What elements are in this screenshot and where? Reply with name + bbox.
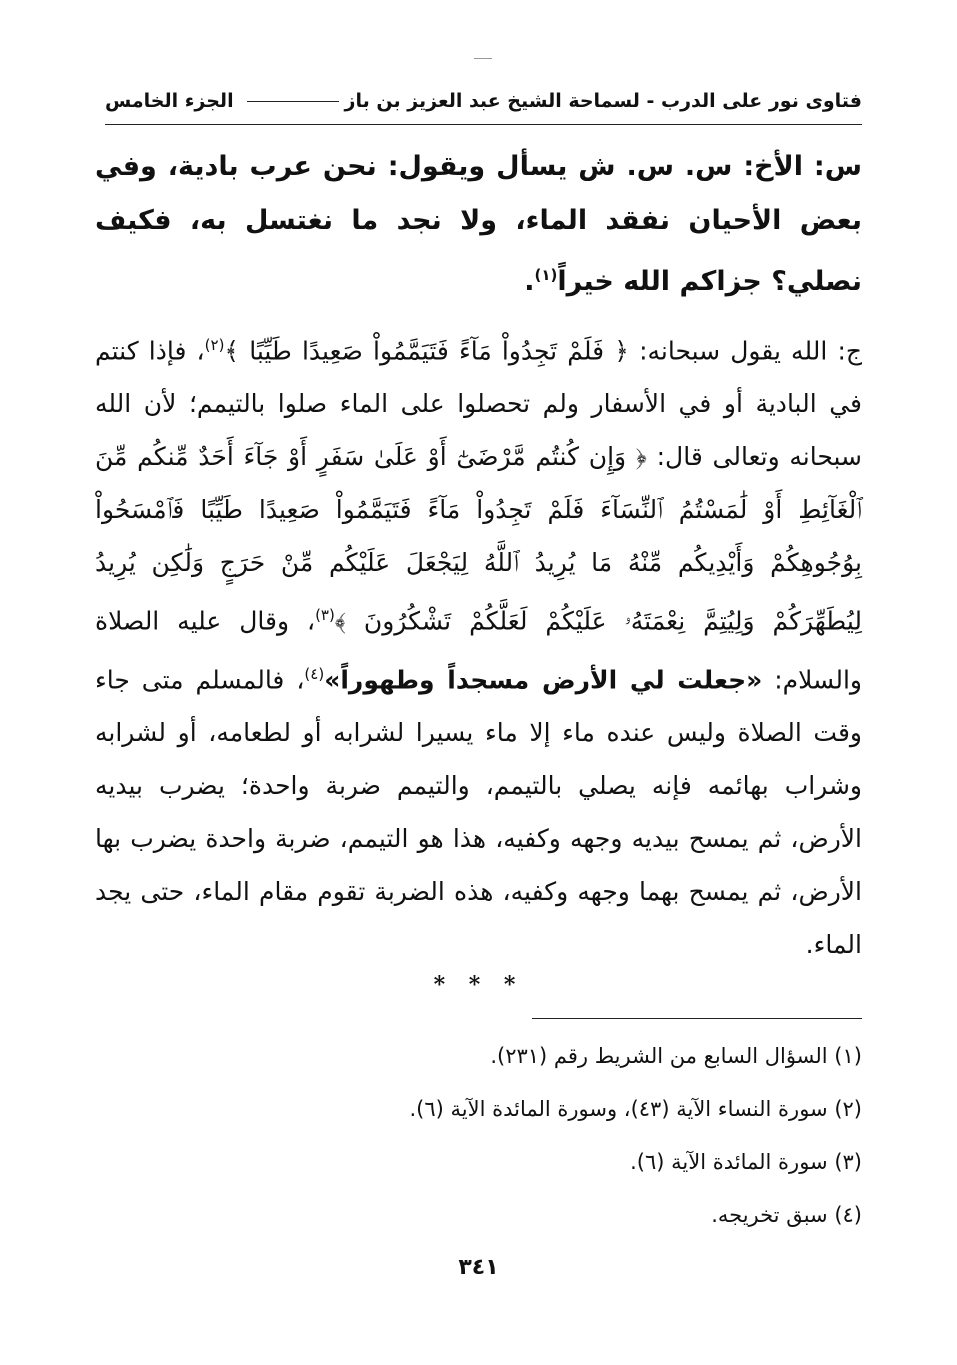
section-separator: * * *: [433, 972, 524, 998]
answer-paragraph: [95, 319, 862, 971]
footnote-3: (٣) سورة المائدة الآية (٦).: [630, 1150, 862, 1174]
footnote-2: (٢) سورة النساء الآية (٤٣)، وسورة المائدة الآية (٦).: [409, 1097, 862, 1121]
footnote-ref-1: (١): [534, 266, 558, 284]
book-title-text: فتاوى نور على الدرب - لسماحة الشيخ عبد العزيز بن باز: [344, 90, 862, 112]
quran-verse-2: ﴿ وَإِن كُنتُم مَّرْضَىٰٓ أَوْ عَلَىٰ سَفَرٍ أَوْ جَآءَ أَحَدٌ مِّنكُم مِّنَ ٱلْغَآئِطِ أَوْ لَٰمَسْتُمُ ٱلنِّسَآءَ فَلَمْ تَجِدُواْ مَآءً فَتَيَمَّمُواْ صَعِيدًا طَيِّبًا فَٱمْسَحُواْ بِوُجُوهِكُمْ وَأَيْدِيكُم مِّنْهُ مَا يُرِيدُ ٱللَّهُ لِيَجْعَلَ عَلَيْكُم مِّنْ حَرَجٍ وَلَٰكِن يُرِيدُ لِيُطَهِّرَكُمْ وَلِيُتِمَّ نِعْمَتَهُۥ عَلَيْكُمْ لَعَلَّكُمْ تَشْكُرُونَ ﴾: [95, 442, 862, 636]
question-text: س: الأخ: س. س. ش يسأل ويقول: نحن عرب بادية، وفي بعض الأحيان نفقد الماء، ولا نجد ما نغتسل به، فكيف نصلي؟ جزاكم الله خيراً: [95, 151, 862, 297]
running-header: [105, 84, 862, 125]
answer-intro: ج: الله يقول سبحانه:: [639, 336, 863, 366]
footnote-ref-3: (٣): [315, 606, 335, 625]
volume-label: الجزء الخامس: [105, 90, 234, 112]
footnotes: [95, 1030, 862, 1242]
top-mark: [474, 58, 492, 59]
answer-text-3: ، وقال عليه الصلاة والسلام:: [95, 606, 862, 694]
quran-verse-1: ﴿ فَلَمْ تَجِدُواْ مَآءً فَتَيَمَّمُواْ صَعِيدًا طَيِّبًا ﴾: [224, 336, 629, 366]
hadith-quote: «جعلت لي الأرض مسجداً وطهوراً»: [324, 664, 763, 694]
footnote-ref-2: (٢): [204, 336, 225, 354]
page-number: ٣٤١: [458, 1255, 499, 1280]
book-title: [241, 90, 862, 112]
footnote-1: (١) السؤال السابع من الشريط رقم (٢٣١).: [490, 1044, 862, 1068]
question-paragraph: س: الأخ: س. س. ش يسأل ويقول: نحن عرب بادية، وفي بعض الأحيان نفقد الماء، ولا نجد ما نغتسل به، فكيف نصلي؟ جزاكم الله خيراً$^{(١)}$.: [95, 151, 862, 297]
footnote-divider: [532, 1018, 862, 1019]
answer-text-4: ، فالمسلم متى جاء وقت الصلاة وليس عنده ماء إلا ماء يسيرا لشرابه أو لطعامه، أو لشرابه وشراب بهائمه فإنه يصلي بالتيمم، والتيمم ضربة واحدة؛ يضرب بيديه الأرض، ثم يمسح بيديه وجهه وكفيه، هذا هو التيمم، ضربة واحدة يضرب بها الأرض، ثم يمسح بهما وجهه وكفيه، هذه الضربة تقوم مقام الماء، حتى يجد الماء.: [95, 664, 862, 959]
main-content: [95, 140, 862, 971]
answer-text-2: ، فإذا كنتم في البادية أو في الأسفار ولم تحصلوا على الماء صلوا بالتيمم؛ لأن الله سبحانه وتعالى قال:: [95, 336, 862, 472]
footnote-4: (٤) سبق تخريجه.: [711, 1203, 862, 1227]
header-rule: [247, 101, 339, 102]
footnote-ref-4: (٤): [304, 664, 325, 683]
